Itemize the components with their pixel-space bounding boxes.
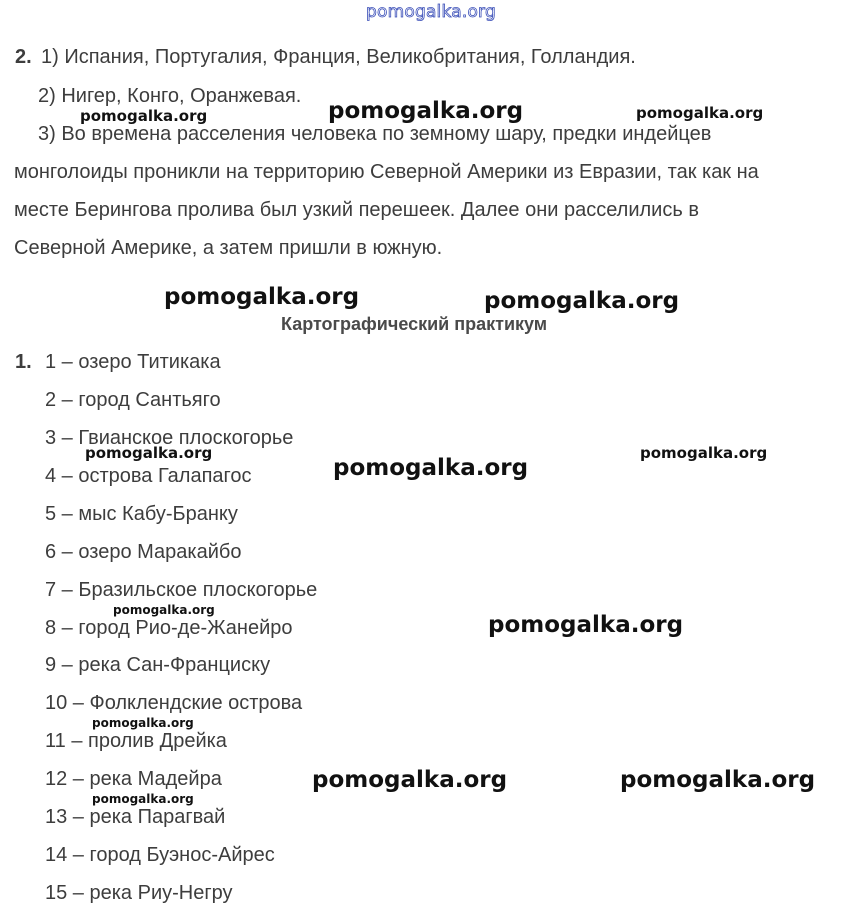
list-item: 4 – острова Галапагос [45,465,252,487]
task2-number: 2. [15,46,32,68]
watermark: pomogalka.org [92,792,194,806]
list-item: 5 – мыс Кабу-Бранку [45,503,238,525]
list-item: 14 – город Буэнос-Айрес [45,844,275,866]
list-item: 2 – город Сантьяго [45,389,221,411]
list-item: 3 – Гвианское плоскогорье [45,427,294,449]
list-item: 12 – река Мадейра [45,768,222,790]
list-item: 13 – река Парагвай [45,806,226,828]
watermark: pomogalka.org [92,716,194,730]
watermark: pomogalka.org [85,444,213,462]
task1-number: 1. [15,351,32,373]
list-item: 7 – Бразильское плоскогорье [45,579,318,601]
watermark: pomogalka.org [328,98,524,124]
watermark: pomogalka.org [113,603,215,617]
task2-paragraph-line: 3) Во времена расселения человека по земному шару, предки индейцев [38,123,712,145]
section-title: Картографический практикум [281,314,548,334]
top-watermark: pomogalka.org [366,2,496,22]
list-item: 8 – город Рио-де-Жанейро [45,617,293,639]
watermark: pomogalka.org [312,767,508,793]
list-item: 9 – река Сан-Франциску [45,654,271,676]
watermark: pomogalka.org [80,107,208,125]
list-item: 1 – озеро Титикака [45,351,221,373]
watermark: pomogalka.org [484,288,680,314]
task2-line-1: 1) Испания, Португалия, Франция, Великобритания, Голландия. [41,46,636,68]
watermark: pomogalka.org [636,104,764,122]
list-item: 11 – пролив Дрейка [45,730,227,752]
task2-paragraph-line: монголоиды проникли на территорию Северной Америки из Евразии, так как на [14,161,759,183]
watermark: pomogalka.org [333,455,529,481]
watermark: pomogalka.org [620,767,816,793]
watermark: pomogalka.org [164,284,360,310]
list-item: 15 – река Риу-Негру [45,882,233,904]
watermark: pomogalka.org [640,444,768,462]
list-item: 10 – Фолклендские острова [45,692,303,714]
task2-paragraph-line: месте Берингова пролива был узкий перешеек. Далее они расселились в [14,199,699,221]
list-item: 6 – озеро Маракайбо [45,541,242,563]
task2-line-2: 2) Нигер, Конго, Оранжевая. [38,85,302,107]
watermark: pomogalka.org [488,612,684,638]
task2-paragraph-line: Северной Америке, а затем пришли в южную. [14,237,443,259]
